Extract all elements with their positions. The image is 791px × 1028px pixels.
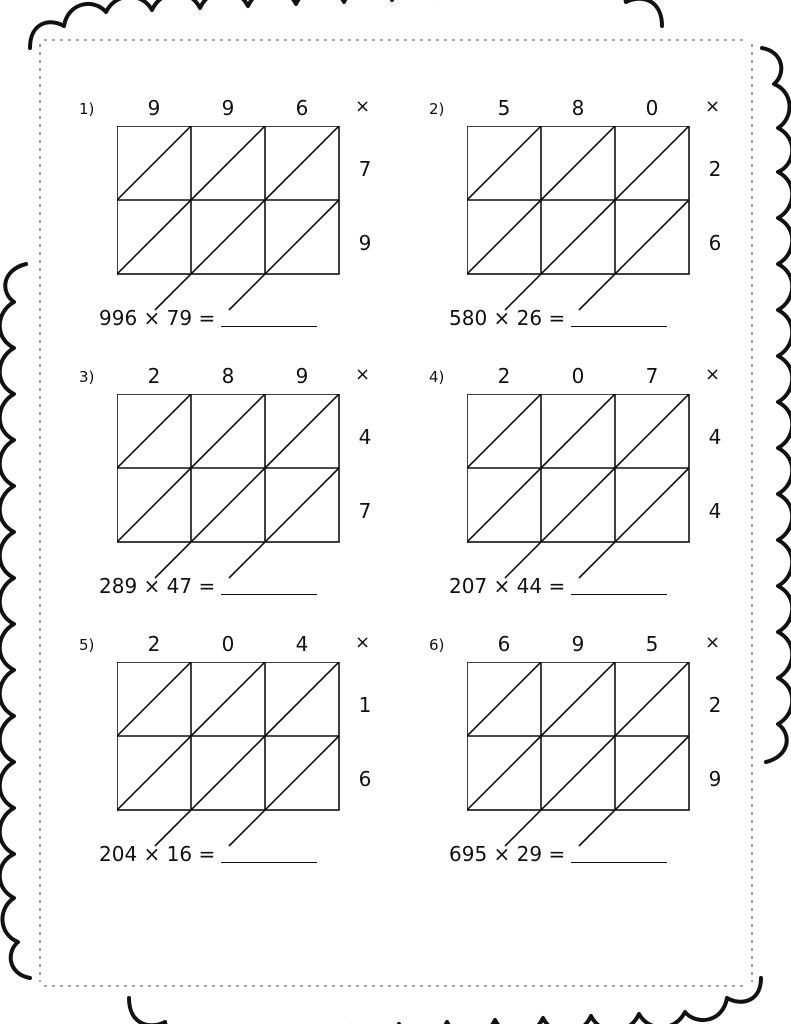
problem-6 [405, 606, 745, 874]
lattice-grid[interactable] [117, 126, 377, 330]
lattice-grid[interactable] [467, 394, 727, 598]
problem-number: 6) [429, 636, 445, 654]
side-digit: 9 [708, 767, 722, 791]
equation-line [449, 306, 667, 330]
problem-4 [405, 338, 745, 606]
multiplication-sign: × [355, 364, 371, 385]
top-digit: 0 [645, 96, 659, 120]
answer-blank[interactable] [221, 308, 317, 327]
top-digits [117, 364, 339, 388]
answer-blank[interactable] [571, 576, 667, 595]
top-digit: 6 [497, 632, 511, 656]
equation-line [449, 842, 667, 866]
problem-number: 2) [429, 100, 445, 118]
top-digit: 9 [571, 632, 585, 656]
multiplication-sign: × [355, 96, 371, 117]
worksheet-body [55, 70, 735, 940]
multiplication-sign: × [705, 632, 721, 653]
equation-line [99, 842, 317, 866]
answer-blank[interactable] [221, 844, 317, 863]
top-digit: 5 [645, 632, 659, 656]
problem-5 [55, 606, 395, 874]
side-digit: 7 [358, 157, 372, 181]
side-digit: 4 [708, 499, 722, 523]
top-digit: 8 [221, 364, 235, 388]
equation-text: 207 × 44 = [449, 574, 566, 598]
lattice-grid[interactable] [467, 662, 727, 866]
lattice-grid[interactable] [117, 394, 377, 598]
side-digit: 4 [708, 425, 722, 449]
problem-grid [55, 70, 735, 874]
side-digit: 1 [358, 693, 372, 717]
problem-number: 1) [79, 100, 95, 118]
top-digit: 7 [645, 364, 659, 388]
top-digit: 2 [497, 364, 511, 388]
equation-text: 580 × 26 = [449, 306, 566, 330]
top-digit: 0 [221, 632, 235, 656]
top-digit: 0 [571, 364, 585, 388]
top-digit: 4 [295, 632, 309, 656]
multiplication-sign: × [705, 96, 721, 117]
top-digit: 2 [147, 364, 161, 388]
side-digit: 2 [708, 157, 722, 181]
top-digit: 9 [221, 96, 235, 120]
problem-3 [55, 338, 395, 606]
equation-text: 289 × 47 = [99, 574, 216, 598]
problem-number: 5) [79, 636, 95, 654]
answer-blank[interactable] [571, 844, 667, 863]
side-digit: 7 [358, 499, 372, 523]
side-digit: 6 [708, 231, 722, 255]
equation-line [449, 574, 667, 598]
problem-number: 4) [429, 368, 445, 386]
problem-2 [405, 70, 745, 338]
side-digit: 4 [358, 425, 372, 449]
equation-text: 695 × 29 = [449, 842, 566, 866]
lattice-grid[interactable] [117, 662, 377, 866]
side-digit: 9 [358, 231, 372, 255]
answer-blank[interactable] [221, 576, 317, 595]
top-digits [467, 96, 689, 120]
top-digit: 9 [147, 96, 161, 120]
problem-1 [55, 70, 395, 338]
multiplication-sign: × [355, 632, 371, 653]
side-digit: 6 [358, 767, 372, 791]
top-digit: 2 [147, 632, 161, 656]
equation-line [99, 306, 317, 330]
answer-blank[interactable] [571, 308, 667, 327]
top-digits [467, 632, 689, 656]
top-digit: 8 [571, 96, 585, 120]
top-digits [117, 96, 339, 120]
top-digit: 6 [295, 96, 309, 120]
top-digits [117, 632, 339, 656]
top-digit: 9 [295, 364, 309, 388]
equation-line [99, 574, 317, 598]
equation-text: 204 × 16 = [99, 842, 216, 866]
side-digit: 2 [708, 693, 722, 717]
equation-text: 996 × 79 = [99, 306, 216, 330]
lattice-grid[interactable] [467, 126, 727, 330]
top-digit: 5 [497, 96, 511, 120]
problem-number: 3) [79, 368, 95, 386]
top-digits [467, 364, 689, 388]
multiplication-sign: × [705, 364, 721, 385]
